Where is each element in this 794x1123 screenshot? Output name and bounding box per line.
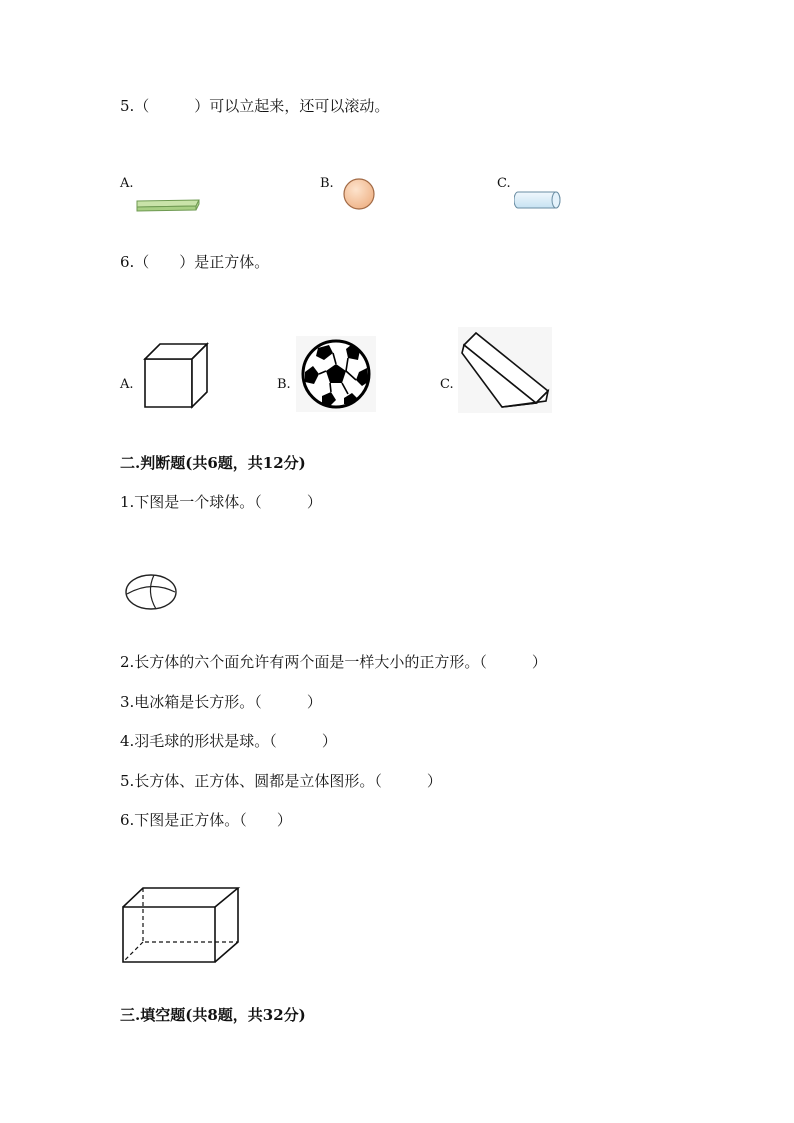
- q6-option-a-label: A.: [120, 377, 134, 392]
- q6-option-c-label: C.: [440, 377, 454, 392]
- cuboid-brick-icon: [458, 327, 552, 413]
- sphere-sketch-icon: [122, 572, 180, 612]
- section-2-heading: 二.判断题(共6题，共12分): [120, 454, 306, 472]
- judge-item-3: 3.电冰箱是长方形。（ ）: [120, 693, 322, 711]
- judge-item-1: 1.下图是一个球体。（ ）: [120, 493, 322, 511]
- judge-item-2: 2.长方体的六个面允许有两个面是一样大小的正方形。（ ）: [120, 653, 547, 671]
- judge-item-5: 5.长方体、正方体、圆都是立体图形。（ ）: [120, 772, 442, 790]
- green-plank-icon: [134, 196, 204, 214]
- q6-option-b-label: B.: [277, 377, 291, 392]
- judge-item-6: 6.下图是正方体。（ ）: [120, 811, 292, 829]
- q5-option-b-label: B.: [320, 176, 334, 191]
- question-6-text: 6.（ ）是正方体。: [120, 253, 270, 271]
- section-3-heading: 三.填空题(共8题，共32分): [120, 1006, 306, 1024]
- judge-item-4: 4.羽毛球的形状是球。（ ）: [120, 732, 337, 750]
- soccer-ball-icon: [296, 336, 376, 412]
- blue-cylinder-icon: [514, 189, 564, 211]
- q5-option-a-label: A.: [120, 176, 134, 191]
- cube-icon: [138, 338, 212, 412]
- q5-option-c-label: C.: [497, 176, 511, 191]
- cuboid-dashed-icon: [118, 884, 244, 968]
- orange-ball-icon: [342, 177, 376, 211]
- question-5-text: 5.（ ）可以立起来，还可以滚动。: [120, 97, 390, 115]
